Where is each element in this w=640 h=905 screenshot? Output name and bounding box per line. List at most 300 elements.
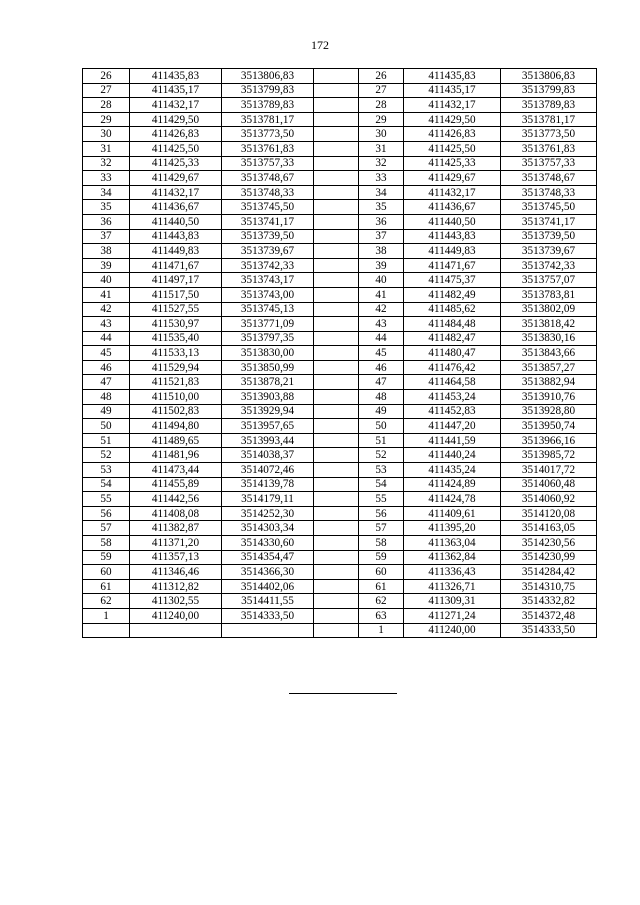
left-point-number-cell: 54 (83, 477, 130, 492)
right-point-number-cell: 41 (359, 287, 404, 302)
left-x-coordinate-cell: 411425,33 (130, 156, 222, 171)
right-x-coordinate-cell: 411435,17 (404, 83, 501, 98)
left-y-coordinate-cell: 3513957,65 (222, 419, 314, 434)
right-point-number-cell: 58 (359, 536, 404, 551)
right-x-coordinate-cell: 411425,33 (404, 156, 501, 171)
left-x-coordinate-cell: 411312,82 (130, 579, 222, 594)
left-x-coordinate-cell: 411489,65 (130, 433, 222, 448)
left-point-number-cell: 48 (83, 390, 130, 405)
separator-column (314, 433, 359, 448)
left-point-number-cell: 42 (83, 302, 130, 317)
left-y-coordinate-cell: 3513903,88 (222, 390, 314, 405)
right-x-coordinate-cell: 411436,67 (404, 200, 501, 215)
right-x-coordinate-cell: 411363,04 (404, 536, 501, 551)
left-point-number-cell: 37 (83, 229, 130, 244)
right-x-coordinate-cell: 411424,89 (404, 477, 501, 492)
right-point-number-cell: 32 (359, 156, 404, 171)
separator-column (314, 404, 359, 419)
right-y-coordinate-cell: 3513799,83 (501, 83, 597, 98)
right-point-number-cell: 43 (359, 317, 404, 332)
right-point-number-cell: 30 (359, 127, 404, 142)
left-y-coordinate-cell: 3513878,21 (222, 375, 314, 390)
right-y-coordinate-cell: 3514017,72 (501, 463, 597, 478)
right-x-coordinate-cell: 411453,24 (404, 390, 501, 405)
left-x-coordinate-cell: 411440,50 (130, 214, 222, 229)
right-point-number-cell: 62 (359, 594, 404, 609)
left-x-coordinate-cell: 411435,83 (130, 69, 222, 84)
right-point-number-cell: 28 (359, 98, 404, 113)
right-point-number-cell: 54 (359, 477, 404, 492)
separator-column (314, 112, 359, 127)
right-x-coordinate-cell: 411452,83 (404, 404, 501, 419)
separator-column (314, 565, 359, 580)
right-y-coordinate-cell: 3513910,76 (501, 390, 597, 405)
left-y-coordinate-cell: 3513799,83 (222, 83, 314, 98)
right-y-coordinate-cell: 3514333,50 (501, 623, 597, 638)
left-point-number-cell: 40 (83, 273, 130, 288)
left-point-number-cell: 59 (83, 550, 130, 565)
right-y-coordinate-cell: 3513748,67 (501, 171, 597, 186)
left-point-number-cell: 53 (83, 463, 130, 478)
left-y-coordinate-cell: 3514354,47 (222, 550, 314, 565)
right-point-number-cell: 29 (359, 112, 404, 127)
right-x-coordinate-cell: 411432,17 (404, 185, 501, 200)
left-x-coordinate-cell: 411521,83 (130, 375, 222, 390)
coordinates-table (82, 68, 597, 638)
right-point-number-cell: 49 (359, 404, 404, 419)
separator-column (314, 506, 359, 521)
right-point-number-cell: 44 (359, 331, 404, 346)
right-y-coordinate-cell: 3513950,74 (501, 419, 597, 434)
left-x-coordinate-cell: 411455,89 (130, 477, 222, 492)
table-row (83, 258, 597, 273)
right-point-number-cell: 53 (359, 463, 404, 478)
left-x-coordinate-cell: 411429,50 (130, 112, 222, 127)
left-y-coordinate-cell: 3513781,17 (222, 112, 314, 127)
right-point-number-cell: 42 (359, 302, 404, 317)
left-y-coordinate-cell: 3513748,67 (222, 171, 314, 186)
left-y-coordinate-cell: 3513757,33 (222, 156, 314, 171)
separator-column (314, 331, 359, 346)
right-y-coordinate-cell: 3513742,33 (501, 258, 597, 273)
right-point-number-cell: 56 (359, 506, 404, 521)
left-y-coordinate-cell: 3513739,50 (222, 229, 314, 244)
left-y-coordinate-cell: 3513773,50 (222, 127, 314, 142)
left-point-number-cell: 41 (83, 287, 130, 302)
left-x-coordinate-cell: 411346,46 (130, 565, 222, 580)
left-point-number-cell: 33 (83, 171, 130, 186)
table-row (83, 98, 597, 113)
right-x-coordinate-cell: 411447,20 (404, 419, 501, 434)
right-x-coordinate-cell: 411480,47 (404, 346, 501, 361)
table-row (83, 506, 597, 521)
left-x-coordinate-cell: 411432,17 (130, 98, 222, 113)
left-x-coordinate-cell: 411535,40 (130, 331, 222, 346)
separator-column (314, 623, 359, 638)
left-point-number-cell: 29 (83, 112, 130, 127)
left-point-number-cell: 56 (83, 506, 130, 521)
right-x-coordinate-cell: 411482,49 (404, 287, 501, 302)
left-y-coordinate-cell: 3514366,30 (222, 565, 314, 580)
table-row (83, 360, 597, 375)
left-y-coordinate-cell: 3514252,30 (222, 506, 314, 521)
right-y-coordinate-cell: 3513757,07 (501, 273, 597, 288)
right-x-coordinate-cell: 411326,71 (404, 579, 501, 594)
left-point-number-cell: 1 (83, 608, 130, 623)
table-row (83, 141, 597, 156)
left-x-coordinate-cell: 411497,17 (130, 273, 222, 288)
right-point-number-cell: 55 (359, 492, 404, 507)
right-point-number-cell: 36 (359, 214, 404, 229)
left-x-coordinate-cell: 411302,55 (130, 594, 222, 609)
left-point-number-cell: 57 (83, 521, 130, 536)
left-y-coordinate-cell: 3514072,46 (222, 463, 314, 478)
table-row (83, 346, 597, 361)
coordinates-table-body (83, 69, 597, 638)
table-row (83, 492, 597, 507)
right-x-coordinate-cell: 411471,67 (404, 258, 501, 273)
right-x-coordinate-cell: 411309,31 (404, 594, 501, 609)
table-row (83, 244, 597, 259)
left-point-number-cell: 27 (83, 83, 130, 98)
right-y-coordinate-cell: 3513739,50 (501, 229, 597, 244)
right-y-coordinate-cell: 3514332,82 (501, 594, 597, 609)
left-point-number-cell: 39 (83, 258, 130, 273)
left-y-coordinate-cell: 3513742,33 (222, 258, 314, 273)
left-point-number-cell: 58 (83, 536, 130, 551)
right-x-coordinate-cell: 411429,67 (404, 171, 501, 186)
left-x-coordinate-cell: 411494,80 (130, 419, 222, 434)
right-x-coordinate-cell: 411271,24 (404, 608, 501, 623)
separator-column (314, 83, 359, 98)
right-x-coordinate-cell: 411440,24 (404, 448, 501, 463)
left-y-coordinate-cell: 3513741,17 (222, 214, 314, 229)
table-row (83, 477, 597, 492)
right-y-coordinate-cell: 3513773,50 (501, 127, 597, 142)
left-x-coordinate-cell: 411371,20 (130, 536, 222, 551)
separator-column (314, 375, 359, 390)
left-x-coordinate-cell: 411502,83 (130, 404, 222, 419)
right-point-number-cell: 57 (359, 521, 404, 536)
left-point-number-cell: 30 (83, 127, 130, 142)
left-point-number-cell: 36 (83, 214, 130, 229)
left-x-coordinate-cell: 411442,56 (130, 492, 222, 507)
table-row (83, 390, 597, 405)
left-y-coordinate-cell: 3513993,44 (222, 433, 314, 448)
table-row (83, 623, 597, 638)
right-x-coordinate-cell: 411240,00 (404, 623, 501, 638)
left-x-coordinate-cell: 411429,67 (130, 171, 222, 186)
separator-column (314, 463, 359, 478)
left-y-coordinate-cell: 3513745,50 (222, 200, 314, 215)
table-row (83, 302, 597, 317)
right-x-coordinate-cell: 411443,83 (404, 229, 501, 244)
table-row (83, 521, 597, 536)
left-y-coordinate-cell: 3514402,06 (222, 579, 314, 594)
left-x-coordinate-cell: 411471,67 (130, 258, 222, 273)
table-row (83, 536, 597, 551)
separator-column (314, 594, 359, 609)
right-point-number-cell: 50 (359, 419, 404, 434)
left-y-coordinate-cell: 3513771,09 (222, 317, 314, 332)
table-row (83, 579, 597, 594)
separator-column (314, 608, 359, 623)
table-row (83, 171, 597, 186)
right-x-coordinate-cell: 411475,37 (404, 273, 501, 288)
table-row (83, 448, 597, 463)
left-point-number-cell: 38 (83, 244, 130, 259)
page-number: 172 (311, 38, 329, 52)
separator-column (314, 98, 359, 113)
right-point-number-cell: 40 (359, 273, 404, 288)
right-y-coordinate-cell: 3513857,27 (501, 360, 597, 375)
left-point-number-cell: 51 (83, 433, 130, 448)
end-rule (289, 693, 397, 694)
table-row (83, 83, 597, 98)
left-y-coordinate-cell: 3513797,35 (222, 331, 314, 346)
left-y-coordinate-cell: 3513743,17 (222, 273, 314, 288)
separator-column (314, 273, 359, 288)
right-y-coordinate-cell: 3514120,08 (501, 506, 597, 521)
right-point-number-cell: 31 (359, 141, 404, 156)
right-y-coordinate-cell: 3513830,16 (501, 331, 597, 346)
left-y-coordinate-cell: 3514038,37 (222, 448, 314, 463)
left-x-coordinate-cell: 411240,00 (130, 608, 222, 623)
separator-column (314, 171, 359, 186)
right-x-coordinate-cell: 411336,43 (404, 565, 501, 580)
left-point-number-cell: 47 (83, 375, 130, 390)
table-row (83, 433, 597, 448)
right-x-coordinate-cell: 411435,83 (404, 69, 501, 84)
right-y-coordinate-cell: 3514230,99 (501, 550, 597, 565)
right-point-number-cell: 45 (359, 346, 404, 361)
right-point-number-cell: 61 (359, 579, 404, 594)
left-point-number-cell: 35 (83, 200, 130, 215)
table-row (83, 404, 597, 419)
table-row (83, 317, 597, 332)
right-y-coordinate-cell: 3513985,72 (501, 448, 597, 463)
right-x-coordinate-cell: 411424,78 (404, 492, 501, 507)
left-point-number-cell: 34 (83, 185, 130, 200)
table-row (83, 331, 597, 346)
left-x-coordinate-cell: 411510,00 (130, 390, 222, 405)
table-row (83, 273, 597, 288)
left-x-coordinate-cell: 411426,83 (130, 127, 222, 142)
left-point-number-cell: 62 (83, 594, 130, 609)
right-x-coordinate-cell: 411485,62 (404, 302, 501, 317)
left-point-number-cell: 43 (83, 317, 130, 332)
right-x-coordinate-cell: 411440,50 (404, 214, 501, 229)
right-x-coordinate-cell: 411432,17 (404, 98, 501, 113)
separator-column (314, 419, 359, 434)
left-x-coordinate-cell: 411517,50 (130, 287, 222, 302)
left-x-coordinate-cell: 411473,44 (130, 463, 222, 478)
left-point-number-cell: 55 (83, 492, 130, 507)
right-y-coordinate-cell: 3513757,33 (501, 156, 597, 171)
right-y-coordinate-cell: 3513789,83 (501, 98, 597, 113)
right-x-coordinate-cell: 411482,47 (404, 331, 501, 346)
separator-column (314, 127, 359, 142)
separator-column (314, 185, 359, 200)
right-point-number-cell: 35 (359, 200, 404, 215)
left-point-number-cell (83, 623, 130, 638)
table-row (83, 565, 597, 580)
left-point-number-cell: 60 (83, 565, 130, 580)
right-y-coordinate-cell: 3514284,42 (501, 565, 597, 580)
left-x-coordinate-cell: 411357,13 (130, 550, 222, 565)
left-y-coordinate-cell: 3513745,13 (222, 302, 314, 317)
table-row (83, 200, 597, 215)
left-x-coordinate-cell: 411436,67 (130, 200, 222, 215)
right-point-number-cell: 33 (359, 171, 404, 186)
left-x-coordinate-cell: 411533,13 (130, 346, 222, 361)
left-y-coordinate-cell: 3514179,11 (222, 492, 314, 507)
separator-column (314, 477, 359, 492)
right-point-number-cell: 46 (359, 360, 404, 375)
table-row (83, 375, 597, 390)
left-y-coordinate-cell: 3514139,78 (222, 477, 314, 492)
right-x-coordinate-cell: 411395,20 (404, 521, 501, 536)
table-row (83, 608, 597, 623)
left-x-coordinate-cell: 411432,17 (130, 185, 222, 200)
right-y-coordinate-cell: 3513882,94 (501, 375, 597, 390)
right-x-coordinate-cell: 411426,83 (404, 127, 501, 142)
right-y-coordinate-cell: 3513806,83 (501, 69, 597, 84)
separator-column (314, 287, 359, 302)
table-row (83, 156, 597, 171)
left-y-coordinate-cell: 3513761,83 (222, 141, 314, 156)
table-row (83, 419, 597, 434)
right-x-coordinate-cell: 411429,50 (404, 112, 501, 127)
right-y-coordinate-cell: 3514163,05 (501, 521, 597, 536)
right-x-coordinate-cell: 411449,83 (404, 244, 501, 259)
left-x-coordinate-cell: 411408,08 (130, 506, 222, 521)
left-x-coordinate-cell: 411435,17 (130, 83, 222, 98)
left-point-number-cell: 52 (83, 448, 130, 463)
left-y-coordinate-cell: 3514330,60 (222, 536, 314, 551)
separator-column (314, 579, 359, 594)
separator-column (314, 390, 359, 405)
left-point-number-cell: 44 (83, 331, 130, 346)
right-point-number-cell: 47 (359, 375, 404, 390)
separator-column (314, 156, 359, 171)
separator-column (314, 229, 359, 244)
right-y-coordinate-cell: 3513741,17 (501, 214, 597, 229)
right-y-coordinate-cell: 3513928,80 (501, 404, 597, 419)
right-y-coordinate-cell: 3513966,16 (501, 433, 597, 448)
table-row (83, 550, 597, 565)
right-y-coordinate-cell: 3513748,33 (501, 185, 597, 200)
right-y-coordinate-cell: 3514310,75 (501, 579, 597, 594)
right-point-number-cell: 48 (359, 390, 404, 405)
left-x-coordinate-cell: 411425,50 (130, 141, 222, 156)
right-point-number-cell: 51 (359, 433, 404, 448)
left-y-coordinate-cell: 3513748,33 (222, 185, 314, 200)
right-point-number-cell: 1 (359, 623, 404, 638)
right-y-coordinate-cell: 3513843,66 (501, 346, 597, 361)
separator-column (314, 448, 359, 463)
separator-column (314, 69, 359, 84)
separator-column (314, 550, 359, 565)
right-x-coordinate-cell: 411441,59 (404, 433, 501, 448)
left-x-coordinate-cell: 411449,83 (130, 244, 222, 259)
left-x-coordinate-cell: 411529,94 (130, 360, 222, 375)
right-point-number-cell: 27 (359, 83, 404, 98)
left-x-coordinate-cell: 411382,87 (130, 521, 222, 536)
left-x-coordinate-cell: 411530,97 (130, 317, 222, 332)
right-point-number-cell: 39 (359, 258, 404, 273)
right-y-coordinate-cell: 3513739,67 (501, 244, 597, 259)
right-point-number-cell: 34 (359, 185, 404, 200)
left-point-number-cell: 31 (83, 141, 130, 156)
left-point-number-cell: 61 (83, 579, 130, 594)
left-y-coordinate-cell: 3513929,94 (222, 404, 314, 419)
table-row (83, 185, 597, 200)
table-row (83, 287, 597, 302)
right-y-coordinate-cell: 3513781,17 (501, 112, 597, 127)
left-y-coordinate-cell (222, 623, 314, 638)
right-x-coordinate-cell: 411476,42 (404, 360, 501, 375)
right-y-coordinate-cell: 3513818,42 (501, 317, 597, 332)
left-point-number-cell: 45 (83, 346, 130, 361)
separator-column (314, 360, 359, 375)
right-point-number-cell: 52 (359, 448, 404, 463)
left-point-number-cell: 32 (83, 156, 130, 171)
separator-column (314, 317, 359, 332)
left-y-coordinate-cell: 3514333,50 (222, 608, 314, 623)
right-x-coordinate-cell: 411484,48 (404, 317, 501, 332)
right-y-coordinate-cell: 3514372,48 (501, 608, 597, 623)
table-row (83, 463, 597, 478)
table-row (83, 214, 597, 229)
left-y-coordinate-cell: 3513789,83 (222, 98, 314, 113)
separator-column (314, 536, 359, 551)
left-x-coordinate-cell: 411527,55 (130, 302, 222, 317)
table-row (83, 127, 597, 142)
right-y-coordinate-cell: 3513761,83 (501, 141, 597, 156)
right-y-coordinate-cell: 3513745,50 (501, 200, 597, 215)
right-y-coordinate-cell: 3513783,81 (501, 287, 597, 302)
table-row (83, 112, 597, 127)
left-y-coordinate-cell: 3514303,34 (222, 521, 314, 536)
right-point-number-cell: 38 (359, 244, 404, 259)
separator-column (314, 302, 359, 317)
left-y-coordinate-cell: 3514411,55 (222, 594, 314, 609)
left-point-number-cell: 28 (83, 98, 130, 113)
right-y-coordinate-cell: 3514230,56 (501, 536, 597, 551)
right-point-number-cell: 26 (359, 69, 404, 84)
left-y-coordinate-cell: 3513806,83 (222, 69, 314, 84)
left-point-number-cell: 49 (83, 404, 130, 419)
right-point-number-cell: 37 (359, 229, 404, 244)
left-x-coordinate-cell (130, 623, 222, 638)
left-y-coordinate-cell: 3513739,67 (222, 244, 314, 259)
right-point-number-cell: 60 (359, 565, 404, 580)
right-point-number-cell: 63 (359, 608, 404, 623)
right-y-coordinate-cell: 3513802,09 (501, 302, 597, 317)
separator-column (314, 200, 359, 215)
left-x-coordinate-cell: 411481,96 (130, 448, 222, 463)
left-point-number-cell: 26 (83, 69, 130, 84)
left-y-coordinate-cell: 3513830,00 (222, 346, 314, 361)
separator-column (314, 244, 359, 259)
left-y-coordinate-cell: 3513850,99 (222, 360, 314, 375)
left-x-coordinate-cell: 411443,83 (130, 229, 222, 244)
right-x-coordinate-cell: 411464,58 (404, 375, 501, 390)
left-point-number-cell: 50 (83, 419, 130, 434)
separator-column (314, 141, 359, 156)
separator-column (314, 258, 359, 273)
